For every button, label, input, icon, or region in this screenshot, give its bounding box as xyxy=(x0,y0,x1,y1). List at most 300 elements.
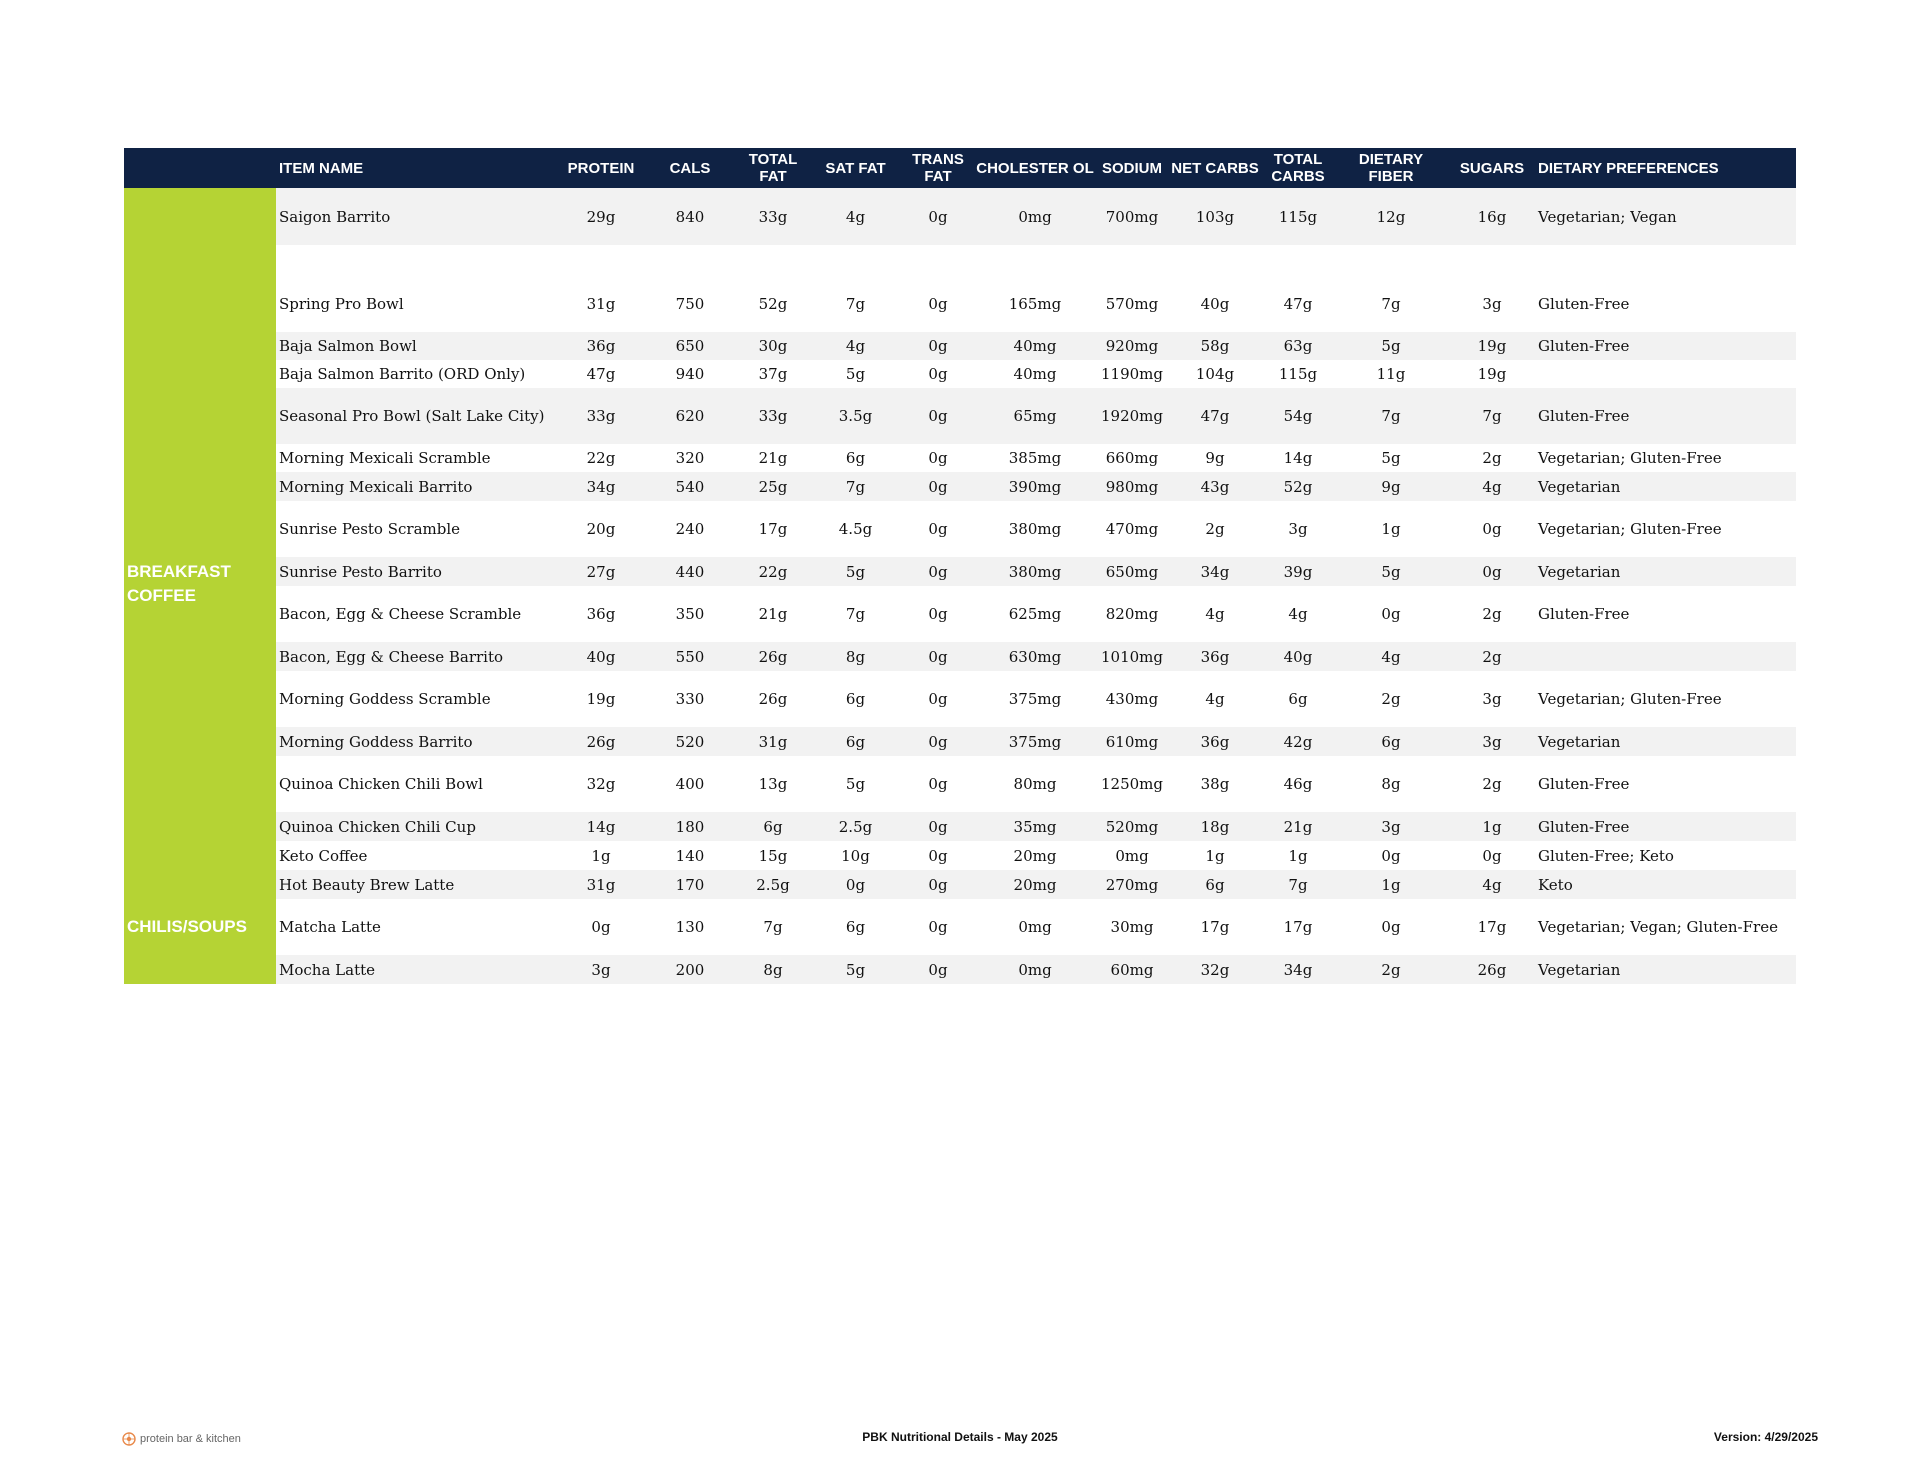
cell-dietary-preferences: Vegetarian; Vegan; Gluten-Free xyxy=(1538,918,1778,936)
cell-net-carbs: 47g xyxy=(1167,388,1263,444)
cell-trans-fat: 0g xyxy=(903,188,973,245)
cell-cholesterol: 65mg xyxy=(973,388,1097,444)
cell-total-carbs: 3g xyxy=(1288,520,1308,538)
cell-total-fat: 30g xyxy=(738,332,808,360)
cell-sodium: 30mg xyxy=(1110,918,1154,936)
cell-sugars: 1g xyxy=(1449,812,1535,841)
cell-cals: 750 xyxy=(675,294,705,313)
header-net-carbs: NET CARBS xyxy=(1167,148,1263,188)
cell-net-carbs: 104g xyxy=(1195,365,1235,383)
cell-item-name: Baja Salmon Barrito (ORD Only) xyxy=(279,365,526,383)
cell-cholesterol: 0mg xyxy=(973,955,1097,984)
cell-dietary-preferences: Gluten-Free xyxy=(1538,775,1630,793)
cell-total-fat: 7g xyxy=(763,918,783,936)
table-row xyxy=(124,501,1796,557)
cell-cholesterol: 375mg xyxy=(973,727,1097,756)
cell-sugars: 2g xyxy=(1482,449,1502,467)
cell-net-carbs: 58g xyxy=(1167,332,1263,360)
cell-trans-fat: 0g xyxy=(903,388,973,444)
cell-sat-fat: 0g xyxy=(808,870,903,899)
header-cholesterol: CHOLESTER OL xyxy=(973,148,1097,188)
cell-trans-fat: 0g xyxy=(928,449,948,467)
table-row xyxy=(124,642,1796,671)
cell-trans-fat: 0g xyxy=(928,690,948,708)
cell-dietary-fiber: 11g xyxy=(1376,365,1406,383)
cell-sugars: 2g xyxy=(1482,605,1502,623)
cell-protein: 36g xyxy=(586,605,616,623)
cell-protein: 32g xyxy=(586,775,616,793)
cell-dietary-fiber: 4g xyxy=(1333,642,1449,671)
cell-cals: 620 xyxy=(642,388,738,444)
cell-total-carbs: 34g xyxy=(1263,955,1333,984)
cell-cholesterol: 385mg xyxy=(1008,449,1062,467)
cell-protein: 47g xyxy=(586,365,616,383)
cell-total-carbs xyxy=(1263,245,1333,275)
cell-sodium: 0mg xyxy=(1115,846,1149,865)
cell-cals: 170 xyxy=(642,870,738,899)
cell-sat-fat xyxy=(808,245,903,275)
cell-cals: 540 xyxy=(642,472,738,501)
cell-protein: 40g xyxy=(560,642,642,671)
cell-protein: 14g xyxy=(560,812,642,841)
cell-net-carbs: 103g xyxy=(1167,188,1263,245)
cell-trans-fat: 0g xyxy=(903,870,973,899)
header-row xyxy=(124,148,1796,188)
table-row xyxy=(124,275,1796,332)
cell-dietary-fiber: 7g xyxy=(1381,294,1401,313)
cell-sat-fat: 6g xyxy=(845,918,866,936)
cell-dietary-fiber: 1g xyxy=(1333,870,1449,899)
cell-total-fat: 2.5g xyxy=(738,870,808,899)
cell-total-carbs: 42g xyxy=(1263,727,1333,756)
cell-sodium: 700mg xyxy=(1097,188,1167,245)
cell-cals: 440 xyxy=(642,557,738,586)
cell-sugars: 4g xyxy=(1449,472,1535,501)
category-column xyxy=(124,188,276,984)
cell-protein: 1g xyxy=(591,846,611,865)
cell-sat-fat: 8g xyxy=(808,642,903,671)
cell-total-fat: 37g xyxy=(758,365,788,383)
cell-total-carbs: 63g xyxy=(1263,332,1333,360)
header-item-name: ITEM NAME xyxy=(276,148,560,188)
cell-dietary-fiber: 7g xyxy=(1333,388,1449,444)
cell-item-name: Sunrise Pesto Scramble xyxy=(279,520,461,538)
cell-net-carbs: 36g xyxy=(1167,727,1263,756)
cell-total-fat: 8g xyxy=(738,955,808,984)
cell-total-carbs: 39g xyxy=(1263,557,1333,586)
cell-total-carbs: 17g xyxy=(1283,918,1313,936)
cell-dietary-fiber: 12g xyxy=(1333,188,1449,245)
cell-sugars: 2g xyxy=(1449,642,1535,671)
header-category xyxy=(124,148,276,188)
cell-sat-fat: 4g xyxy=(808,188,903,245)
cell-item-name: Seasonal Pro Bowl (Salt Lake City) xyxy=(276,388,560,444)
cell-item-name: Saigon Barrito xyxy=(276,188,560,245)
cell-sodium: 570mg xyxy=(1105,294,1159,313)
table-row xyxy=(124,870,1796,899)
cell-total-carbs: 40g xyxy=(1263,642,1333,671)
cell-sodium: 820mg xyxy=(1105,605,1159,623)
cell-sugars: 16g xyxy=(1449,188,1535,245)
cell-sat-fat: 5g xyxy=(845,775,866,793)
cell-sat-fat: 2.5g xyxy=(808,812,903,841)
cell-dietary-fiber xyxy=(1333,245,1449,275)
cell-total-fat: 22g xyxy=(738,557,808,586)
cell-sugars xyxy=(1449,245,1535,275)
header-total-carbs: TOTAL CARBS xyxy=(1263,148,1333,188)
cell-total-carbs: 1g xyxy=(1288,846,1308,865)
header-sat-fat: SAT FAT xyxy=(808,148,903,188)
cell-dietary-fiber: 0g xyxy=(1381,846,1401,865)
cell-total-fat: 6g xyxy=(738,812,808,841)
cell-protein: 33g xyxy=(560,388,642,444)
table-row xyxy=(124,188,1796,245)
cell-net-carbs: 34g xyxy=(1167,557,1263,586)
cell-sat-fat: 6g xyxy=(845,449,866,467)
cell-dietary-preferences: Gluten-Free xyxy=(1538,294,1630,313)
table-row xyxy=(124,332,1796,360)
cell-dietary-preferences xyxy=(1535,360,1796,388)
cell-total-fat: 21g xyxy=(758,605,788,623)
footer-version: Version: 4/29/2025 xyxy=(1713,1430,1818,1444)
cell-dietary-preferences: Vegetarian; Gluten-Free xyxy=(1538,520,1722,538)
cell-protein: 34g xyxy=(560,472,642,501)
cell-sodium: 470mg xyxy=(1105,520,1159,538)
cell-sugars: 19g xyxy=(1449,332,1535,360)
cell-sodium: 610mg xyxy=(1097,727,1167,756)
header-protein: PROTEIN xyxy=(560,148,642,188)
cell-cholesterol: 0mg xyxy=(1018,918,1052,936)
cell-protein: 27g xyxy=(560,557,642,586)
cell-sugars: 17g xyxy=(1477,918,1507,936)
cell-total-fat: 25g xyxy=(738,472,808,501)
cell-cholesterol: 40mg xyxy=(973,332,1097,360)
cell-net-carbs: 17g xyxy=(1200,918,1230,936)
cell-cholesterol: 20mg xyxy=(973,870,1097,899)
cell-cals: 350 xyxy=(675,605,705,623)
table-row xyxy=(124,360,1796,388)
cell-protein: 26g xyxy=(560,727,642,756)
cell-dietary-preferences: Vegetarian; Gluten-Free xyxy=(1538,690,1722,708)
cell-cholesterol: 80mg xyxy=(1013,775,1057,793)
table-row xyxy=(124,812,1796,841)
header-sugars: SUGARS xyxy=(1449,148,1535,188)
table-row xyxy=(124,671,1796,727)
cell-cals: 240 xyxy=(675,520,705,538)
cell-sodium: 1920mg xyxy=(1097,388,1167,444)
cell-total-carbs: 6g xyxy=(1288,690,1308,708)
cell-trans-fat: 0g xyxy=(928,365,948,383)
table-row xyxy=(124,388,1796,444)
cell-sat-fat: 4g xyxy=(808,332,903,360)
cell-dietary-preferences: Gluten-Free xyxy=(1535,388,1796,444)
cell-dietary-fiber: 3g xyxy=(1333,812,1449,841)
cell-sugars: 3g xyxy=(1449,727,1535,756)
cell-cholesterol: 625mg xyxy=(1008,605,1062,623)
cell-item-name: Quinoa Chicken Chili Cup xyxy=(276,812,560,841)
cell-dietary-preferences: Vegetarian xyxy=(1535,557,1796,586)
header-trans-fat: TRANS FAT xyxy=(903,148,973,188)
cell-protein: 31g xyxy=(560,870,642,899)
cell-cals: 400 xyxy=(675,775,705,793)
cell-trans-fat: 0g xyxy=(903,727,973,756)
cell-total-fat: 52g xyxy=(758,294,788,313)
cell-cholesterol: 380mg xyxy=(1008,520,1062,538)
cell-dietary-fiber: 8g xyxy=(1381,775,1401,793)
cell-dietary-fiber: 6g xyxy=(1333,727,1449,756)
cell-cholesterol: 165mg xyxy=(1008,294,1062,313)
cell-trans-fat: 0g xyxy=(928,918,948,936)
cell-sugars: 3g xyxy=(1482,294,1502,313)
cell-item-name: Bacon, Egg & Cheese Scramble xyxy=(279,605,522,623)
cell-sugars: 4g xyxy=(1449,870,1535,899)
cell-dietary-preferences: Gluten-Free; Keto xyxy=(1538,846,1674,865)
cell-dietary-fiber: 0g xyxy=(1381,918,1401,936)
cell-total-carbs: 54g xyxy=(1263,388,1333,444)
cell-net-carbs: 6g xyxy=(1167,870,1263,899)
cell-trans-fat: 0g xyxy=(903,557,973,586)
cell-net-carbs: 1g xyxy=(1205,846,1225,865)
cell-cholesterol: 390mg xyxy=(973,472,1097,501)
cell-dietary-fiber: 5g xyxy=(1381,449,1401,467)
cell-trans-fat: 0g xyxy=(928,775,948,793)
table-row xyxy=(124,899,1796,955)
cell-sat-fat: 4.5g xyxy=(838,520,873,538)
cell-total-carbs: 115g xyxy=(1278,365,1318,383)
cell-trans-fat: 0g xyxy=(903,812,973,841)
cell-total-carbs: 46g xyxy=(1283,775,1313,793)
cell-dietary-fiber: 2g xyxy=(1381,690,1401,708)
cell-net-carbs: 36g xyxy=(1167,642,1263,671)
cell-trans-fat: 0g xyxy=(928,520,948,538)
cell-net-carbs: 38g xyxy=(1200,775,1230,793)
cell-sat-fat: 10g xyxy=(841,846,870,865)
cell-sugars: 2g xyxy=(1482,775,1502,793)
cell-net-carbs: 43g xyxy=(1167,472,1263,501)
cell-total-fat: 33g xyxy=(738,188,808,245)
cell-cals: 200 xyxy=(642,955,738,984)
cell-dietary-preferences: Vegetarian xyxy=(1535,727,1796,756)
cell-total-carbs: 115g xyxy=(1263,188,1333,245)
cell-dietary-fiber: 9g xyxy=(1333,472,1449,501)
cell-sodium: 1010mg xyxy=(1097,642,1167,671)
cell-total-fat: 31g xyxy=(738,727,808,756)
cell-sodium: 270mg xyxy=(1097,870,1167,899)
cell-dietary-preferences xyxy=(1535,642,1796,671)
cell-dietary-fiber: 0g xyxy=(1381,605,1401,623)
cell-item-name: Bacon, Egg & Cheese Barrito xyxy=(276,642,560,671)
cell-cals: 940 xyxy=(675,365,705,383)
cell-dietary-preferences: Vegetarian xyxy=(1535,955,1796,984)
cell-sodium: 980mg xyxy=(1097,472,1167,501)
table-row xyxy=(124,955,1796,984)
cell-cholesterol: 20mg xyxy=(1013,846,1057,865)
cell-sat-fat: 7g xyxy=(845,605,866,623)
table-row xyxy=(124,557,1796,586)
category-label: BREAKFAST xyxy=(127,561,231,581)
cell-dietary-preferences: Vegetarian xyxy=(1535,472,1796,501)
cell-sodium: 660mg xyxy=(1105,449,1159,467)
cell-total-carbs: 47g xyxy=(1283,294,1313,313)
cell-item-name: Spring Pro Bowl xyxy=(279,294,404,313)
cell-trans-fat: 0g xyxy=(903,642,973,671)
cell-protein: 31g xyxy=(586,294,616,313)
cell-dietary-fiber: 5g xyxy=(1333,557,1449,586)
header-total-fat: TOTAL FAT xyxy=(738,148,808,188)
cell-total-fat: 26g xyxy=(738,642,808,671)
cell-sodium: 430mg xyxy=(1105,690,1159,708)
cell-total-carbs: 4g xyxy=(1288,605,1308,623)
cell-protein: 0g xyxy=(591,918,611,936)
cell-sodium: 920mg xyxy=(1097,332,1167,360)
cell-net-carbs: 4g xyxy=(1205,605,1225,623)
cell-item-name: Mocha Latte xyxy=(276,955,560,984)
cell-net-carbs: 32g xyxy=(1167,955,1263,984)
table-row xyxy=(124,756,1796,812)
cell-sat-fat: 6g xyxy=(845,690,866,708)
header-dietary-preferences: DIETARY PREFERENCES xyxy=(1535,148,1796,188)
cell-item-name: Hot Beauty Brew Latte xyxy=(276,870,560,899)
nutrition-table-wrap xyxy=(124,148,1796,984)
cell-sodium: 650mg xyxy=(1097,557,1167,586)
cell-protein: 22g xyxy=(586,449,616,467)
cell-sat-fat: 5g xyxy=(808,557,903,586)
cell-sugars: 0g xyxy=(1449,557,1535,586)
cell-sat-fat: 3.5g xyxy=(808,388,903,444)
cell-cals: 130 xyxy=(675,918,705,936)
cell-total-carbs: 52g xyxy=(1263,472,1333,501)
cell-dietary-preferences: Gluten-Free xyxy=(1535,332,1796,360)
header-cals: CALS xyxy=(642,148,738,188)
cell-net-carbs: 18g xyxy=(1167,812,1263,841)
header-sodium: SODIUM xyxy=(1097,148,1167,188)
cell-cholesterol: 0mg xyxy=(973,188,1097,245)
cell-cals: 550 xyxy=(642,642,738,671)
cell-protein: 29g xyxy=(560,188,642,245)
cell-cals xyxy=(642,245,738,275)
cell-trans-fat: 0g xyxy=(903,332,973,360)
cell-protein xyxy=(560,245,642,275)
cell-net-carbs: 9g xyxy=(1205,449,1225,467)
cell-cals: 140 xyxy=(675,846,705,865)
cell-sugars: 26g xyxy=(1449,955,1535,984)
cell-sat-fat: 5g xyxy=(845,365,866,383)
table-row xyxy=(124,245,1796,275)
table-body xyxy=(124,188,1796,984)
cell-cals: 180 xyxy=(642,812,738,841)
cell-trans-fat: 0g xyxy=(928,605,948,623)
cell-item-name: Morning Goddess Barrito xyxy=(276,727,560,756)
cell-sugars: 0g xyxy=(1482,520,1502,538)
cell-total-fat: 15g xyxy=(758,846,788,865)
cell-net-carbs: 2g xyxy=(1205,520,1225,538)
cell-total-fat: 26g xyxy=(758,690,788,708)
cell-protein: 36g xyxy=(560,332,642,360)
cell-cholesterol: 40mg xyxy=(1013,365,1057,383)
cell-sodium: 1250mg xyxy=(1101,775,1163,793)
cell-total-carbs: 14g xyxy=(1283,449,1313,467)
cell-cals: 650 xyxy=(642,332,738,360)
cell-item-name: Baja Salmon Bowl xyxy=(276,332,560,360)
cell-sodium xyxy=(1097,245,1167,275)
nutrition-table xyxy=(124,148,1796,984)
cell-protein: 19g xyxy=(586,690,616,708)
cell-total-carbs: 7g xyxy=(1263,870,1333,899)
cell-sat-fat: 7g xyxy=(808,472,903,501)
cell-net-carbs: 4g xyxy=(1205,690,1225,708)
cell-protein: 20g xyxy=(586,520,616,538)
cell-cals: 840 xyxy=(642,188,738,245)
cell-sat-fat: 5g xyxy=(808,955,903,984)
cell-item-name: Morning Mexicali Scramble xyxy=(279,449,491,467)
cell-sodium: 520mg xyxy=(1097,812,1167,841)
cell-dietary-fiber: 1g xyxy=(1381,520,1401,538)
cell-cals: 330 xyxy=(675,690,705,708)
cell-total-fat: 33g xyxy=(738,388,808,444)
table-row xyxy=(124,586,1796,642)
cell-trans-fat: 0g xyxy=(928,294,948,313)
cell-sugars: 7g xyxy=(1449,388,1535,444)
cell-item-name: Morning Goddess Scramble xyxy=(279,690,491,708)
cell-total-fat: 21g xyxy=(758,449,788,467)
cell-dietary-preferences xyxy=(1535,245,1796,275)
table-row xyxy=(124,727,1796,756)
cell-sat-fat: 6g xyxy=(808,727,903,756)
cell-item-name: Sunrise Pesto Barrito xyxy=(276,557,560,586)
cell-dietary-preferences: Gluten-Free xyxy=(1538,605,1630,623)
cell-dietary-preferences: Vegetarian; Gluten-Free xyxy=(1538,449,1722,467)
cell-sugars: 19g xyxy=(1477,365,1507,383)
cell-total-fat: 13g xyxy=(758,775,788,793)
cell-item-name: Quinoa Chicken Chili Bowl xyxy=(279,775,483,793)
header-dietary-fiber: DIETARY FIBER xyxy=(1333,148,1449,188)
cell-cholesterol: 380mg xyxy=(973,557,1097,586)
cell-sugars: 0g xyxy=(1482,846,1502,865)
cell-trans-fat: 0g xyxy=(903,955,973,984)
table-row xyxy=(124,841,1796,870)
category-label: CHILIS/SOUPS xyxy=(127,917,247,936)
cell-item-name: Keto Coffee xyxy=(279,846,368,865)
footer-title: PBK Nutritional Details - May 2025 xyxy=(862,1430,1058,1444)
cell-cals: 520 xyxy=(642,727,738,756)
table-row xyxy=(124,444,1796,472)
cell-net-carbs xyxy=(1167,245,1263,275)
cell-total-carbs: 21g xyxy=(1263,812,1333,841)
cell-trans-fat xyxy=(903,245,973,275)
cell-dietary-preferences: Vegetarian; Vegan xyxy=(1535,188,1796,245)
cell-trans-fat: 0g xyxy=(928,846,948,865)
cell-item-name: Morning Mexicali Barrito xyxy=(276,472,560,501)
category-label: COFFEE xyxy=(127,586,196,605)
cell-cholesterol: 375mg xyxy=(1008,690,1062,708)
cell-sat-fat: 7g xyxy=(845,294,866,313)
cell-net-carbs: 40g xyxy=(1200,294,1230,313)
cell-sodium: 60mg xyxy=(1097,955,1167,984)
cell-cholesterol: 35mg xyxy=(973,812,1097,841)
cell-total-fat: 17g xyxy=(758,520,788,538)
cell-cals: 320 xyxy=(675,449,705,467)
cell-dietary-preferences: Keto xyxy=(1535,870,1796,899)
cell-cholesterol xyxy=(973,245,1097,275)
cell-sugars: 3g xyxy=(1482,690,1502,708)
cell-trans-fat: 0g xyxy=(903,472,973,501)
cell-dietary-preferences: Gluten-Free xyxy=(1535,812,1796,841)
table-row xyxy=(124,472,1796,501)
cell-item-name: Matcha Latte xyxy=(279,918,381,936)
cell-item-name xyxy=(276,245,560,275)
cell-sodium: 1190mg xyxy=(1101,365,1163,383)
cell-cholesterol: 630mg xyxy=(973,642,1097,671)
